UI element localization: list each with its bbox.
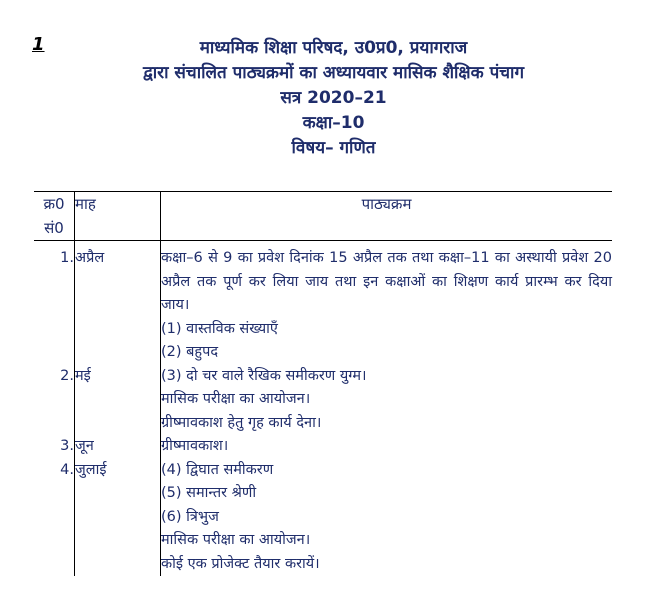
header-session: सत्र 2020–21 bbox=[280, 88, 387, 108]
syllabus-line: मासिक परीक्षा का आयोजन। bbox=[161, 391, 311, 407]
syllabus-line: कक्षा–6 से 9 का प्रवेश दिनांक 15 अप्रैल तक तथा कक्षा–11 का अस्थायी प्रवेश 20 अप्रैल तक पूर्ण कर लिया जाय तथा इन कक्षाओं का शिक्षण कार्य प्रारम्भ कर दिया जाय। bbox=[161, 250, 612, 313]
table-row-april bbox=[34, 241, 612, 365]
row-syllabus-content bbox=[161, 365, 613, 436]
row-serial-number: 3. bbox=[34, 435, 75, 459]
header-subject: विषय– गणित bbox=[291, 138, 376, 158]
syllabus-table bbox=[34, 191, 612, 576]
header-syllabus: पाठ्यक्रम bbox=[161, 192, 613, 241]
document-header bbox=[0, 36, 667, 161]
table-header-row bbox=[34, 192, 612, 241]
syllabus-line: (3) दो चर वाले रैखिक समीकरण युग्म। bbox=[161, 367, 367, 384]
row-syllabus-content bbox=[161, 435, 613, 459]
table-row-may bbox=[34, 365, 612, 436]
header-class: कक्षा–10 bbox=[302, 113, 365, 133]
row-month: जुलाई bbox=[75, 459, 161, 577]
syllabus-line: ग्रीष्मावकाश। bbox=[161, 438, 229, 454]
header-board-name: माध्यमिक शिक्षा परिषद, उ0प्र0, प्रयागराज bbox=[199, 38, 468, 58]
syllabus-line: (1) वास्तविक संख्याएँ bbox=[161, 320, 278, 337]
syllabus-line: (2) बहुपद bbox=[161, 344, 219, 360]
row-syllabus-content bbox=[161, 459, 613, 577]
syllabus-line: (5) समान्तर श्रेणी bbox=[161, 485, 257, 501]
row-syllabus-content bbox=[161, 241, 613, 365]
header-calendar-title: द्वारा संचालित पाठ्यक्रमों का अध्यायवार मासिक शैक्षिक पंचाग bbox=[142, 63, 525, 83]
row-month: अप्रैल bbox=[75, 241, 161, 365]
syllabus-line: कोई एक प्रोजेक्ट तैयार करायें। bbox=[161, 555, 320, 572]
row-month: जून bbox=[75, 435, 161, 459]
row-month: मई bbox=[75, 365, 161, 436]
syllabus-line: (6) त्रिभुज bbox=[161, 508, 219, 525]
syllabus-line: मासिक परीक्षा का आयोजन। bbox=[161, 532, 311, 548]
row-serial-number: 4. bbox=[34, 459, 75, 577]
page-number: 1 bbox=[32, 34, 45, 55]
header-serial-number: क्र0 सं0 bbox=[34, 192, 75, 241]
table-row-july bbox=[34, 459, 612, 577]
header-month: माह bbox=[75, 192, 161, 241]
syllabus-line: ग्रीष्मावकाश हेतु गृह कार्य देना। bbox=[161, 414, 322, 431]
syllabus-line: (4) द्विघात समीकरण bbox=[161, 461, 274, 478]
row-serial-number: 2. bbox=[34, 365, 75, 436]
table-row-june bbox=[34, 435, 612, 459]
row-serial-number: 1. bbox=[34, 241, 75, 365]
